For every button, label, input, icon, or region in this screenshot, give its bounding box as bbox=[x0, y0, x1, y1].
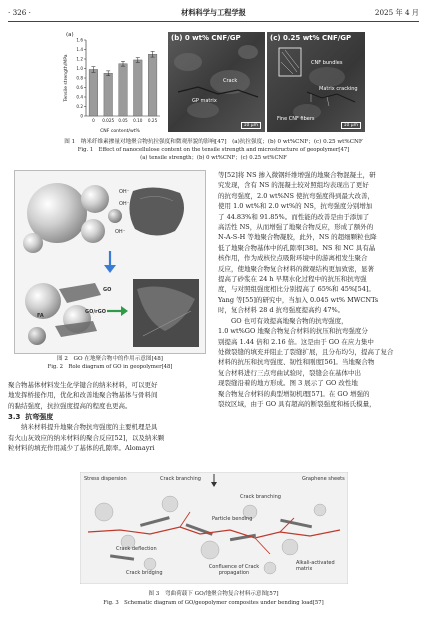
chart-x-tick-label: 0.25 bbox=[147, 118, 158, 123]
right-text-line: 了 44.83%和 91.85%。而性能的改善是由于添加了 bbox=[218, 212, 370, 221]
chart-x-tick-label: 0.025 bbox=[102, 118, 115, 123]
chart-bar bbox=[104, 73, 113, 116]
right-text-line: 提高了砂浆在 24 h 早期水化过程中的抗压和抗弯强 bbox=[218, 275, 367, 284]
right-text-line: 时，复合材料 28 d 抗弯强度提高约 47%。 bbox=[218, 306, 345, 315]
chart-bar bbox=[148, 54, 157, 116]
scale-bar-b: 10 μm bbox=[241, 122, 261, 129]
chart-y-tick-label: 1.4 bbox=[76, 47, 83, 53]
right-text-line: 低了地聚合物基体中的孔隙率[38]。NS 和 NC 具有晶 bbox=[218, 243, 376, 252]
right-text-line: 反应，使地聚合物复合材料的微观结构更加致密，显著 bbox=[218, 264, 374, 273]
figure-2-caption-en: Fig. 2 Role diagram of GO in geopolymer[48] bbox=[47, 364, 173, 370]
figure-2-caption-cn: 图 2 GO 在地聚合物中的作用示意图[48] bbox=[57, 356, 163, 362]
stress-dispersion-label: Stress dispersion bbox=[84, 476, 127, 482]
figure-1-caption-en-1: Fig. 1 Effect of nanocellulose content on the tensile strength and microstructure of geopolymer[47] bbox=[77, 147, 350, 153]
left-text-line: 聚合物基体材料发生化学键合的纳米材料，可以更好 bbox=[8, 381, 158, 389]
chart-y-tick-label: 0 bbox=[80, 113, 83, 119]
panel-c-label: (c) 0.25 wt% CNF/GP bbox=[270, 34, 352, 42]
chart-y-tick-label: 1.2 bbox=[76, 56, 83, 62]
right-text-line: 究发现，含有 NS 的混凝土较对照组均表现出了更好 bbox=[218, 181, 369, 190]
left-text-line: 纳米材料提升地聚合物抗弯强度的主要机理是具 bbox=[21, 423, 158, 432]
scale-bar-c: 10 μm bbox=[341, 122, 361, 129]
chart-y-tick-label: 0.2 bbox=[76, 104, 83, 110]
sem-image-025wt bbox=[267, 32, 365, 132]
figure-3 bbox=[80, 472, 348, 584]
crack-branching-top-label: Crack branching bbox=[160, 476, 201, 482]
right-text-line: 高活性 NS，从而增强了地聚合物反应，形成了额外的 bbox=[218, 223, 374, 232]
crack-bridging-label: Crack bridging bbox=[126, 570, 163, 576]
right-text-line: 材料的抗压和抗弯强度、韧性和刚度[56]。当地聚合物 bbox=[218, 358, 375, 367]
sem-b-crack-label: Crack bbox=[223, 78, 238, 84]
particle-bending-label: Particle bending bbox=[212, 516, 253, 522]
right-text-line: 度，与对照组强度相比分别提高了 65%和 45%[54]。 bbox=[218, 285, 375, 294]
issue-date: 2025 年 4 月 bbox=[374, 8, 419, 17]
chart-bar bbox=[134, 60, 143, 116]
chart-y-tick-label: 0.4 bbox=[76, 94, 83, 100]
header-rule bbox=[8, 21, 419, 22]
left-text-line: 地发挥桥接作用，优化和改善地聚合物基体与骨料间 bbox=[8, 391, 158, 400]
chart-xlabel: CNF content/wt% bbox=[100, 129, 140, 134]
right-text-line: 处微裂缝的填充并阻止了裂缝扩展，且分布均匀，提高了复合 bbox=[218, 347, 394, 356]
chart-bar bbox=[89, 69, 98, 116]
sem-image-0wt bbox=[168, 32, 265, 132]
go-role-diagram bbox=[15, 171, 205, 353]
figure-1-caption-en-2: (a) tensile strength；(b) 0 wt%CNF；(c) 0.25 wt%CNF bbox=[140, 155, 287, 161]
section-number: 3.3 bbox=[8, 413, 21, 422]
right-text-line: 聚合物复合材料的典型增韧机理[57]。在 GO 增强的 bbox=[218, 389, 370, 398]
sem-b-matrix-label: GP matrix bbox=[192, 98, 217, 104]
right-text-line: Yang 等[55]的研究中，当加入 0.045 wt% MWCNTs bbox=[218, 295, 379, 304]
right-text-line: 等[52]将 NS 掺入微钢纤维增强的地聚合物混凝土，研 bbox=[218, 171, 376, 179]
right-column-text bbox=[218, 170, 420, 409]
journal-title: 材料科学与工程学报 bbox=[181, 8, 246, 17]
chart-bar bbox=[119, 64, 128, 116]
fa-label: FA bbox=[37, 313, 44, 319]
right-text-line: 现裂缝沿着的地方形成。图 3 展示了 GO 改性地 bbox=[218, 379, 358, 388]
go-label: GO bbox=[103, 287, 112, 293]
section-heading bbox=[8, 412, 212, 422]
figure-1 bbox=[60, 28, 365, 136]
chart-y-tick-label: 0.6 bbox=[76, 85, 83, 91]
chart-y-tick-label: 0.8 bbox=[76, 75, 83, 81]
figure-1-caption-cn: 图 1 纳米纤维素掺量对地聚合物抗拉强度和微观形貌的影响[47] (a)抗拉强度；(b) 0 wt%CNF；(c) 0.25 wt%CNF bbox=[64, 139, 363, 145]
chart-y-tick-label: 1.0 bbox=[76, 66, 83, 72]
right-text-line: 1.0 wt%GO 地聚合物复合材料的抗压和抗弯强度分 bbox=[218, 327, 368, 336]
right-text-line: 的抗弯强度，2.0 wt%NS 使抗弯强度得到最大改善， bbox=[218, 191, 374, 200]
crack-branching-right-label: Crack branching bbox=[240, 494, 281, 500]
figure-2 bbox=[14, 170, 206, 354]
figure-3-caption-cn: 图 3 弯曲荷载下 GO/地聚合物复合材料示意图[57] bbox=[148, 591, 279, 597]
page-number: · 326 · bbox=[8, 8, 31, 17]
sem-texture-b bbox=[168, 32, 265, 132]
graphene-sheets-label: Graphene sheets bbox=[302, 476, 345, 482]
sem-c-fine-label: Fine CNF fibers bbox=[277, 116, 315, 122]
tensile-strength-chart bbox=[60, 28, 166, 136]
crack-deflection-label: Crack deflection bbox=[116, 546, 157, 552]
chart-x-tick-label: 0 bbox=[92, 118, 95, 123]
left-text-line: 粒材料的填充作用减少了基体的孔隙率。Alomayri bbox=[8, 444, 155, 453]
chart-x-tick-label: 0.05 bbox=[118, 118, 128, 123]
sem-c-bundles-label: CNF bundles bbox=[311, 60, 343, 66]
chart-ylabel: Tensile strength/MPa bbox=[64, 54, 69, 102]
right-text-line: N-A-S-H 等地聚合物凝胶，此外，NS 的超细颗粒也降 bbox=[218, 233, 377, 242]
right-text-line: 复合材料进行三点弯曲试验时，裂缝会在基体中出 bbox=[218, 368, 361, 377]
oh-label-1: OH⁻ bbox=[119, 189, 130, 195]
right-text-line: 核作用，作为成核位点吸附环境中的游离相发生聚合 bbox=[218, 254, 368, 263]
chart-y-tick-label: 1.6 bbox=[76, 37, 83, 43]
sem-c-matrix-label: Matrix cracking bbox=[319, 86, 358, 92]
right-text-line: GO 也可有效提高地聚合物的抗弯强度， bbox=[231, 316, 348, 325]
panel-a-label: (a) bbox=[66, 32, 74, 38]
right-text-line: 使用 1.0 wt%和 2.0 wt%的 NS，抗弯强度分别增加 bbox=[218, 202, 373, 211]
left-column-text bbox=[8, 380, 212, 453]
right-text-line: 别提高 1.44 倍和 2.16 倍。这是由于 GO 在应力集中 bbox=[218, 337, 374, 346]
left-text-line: 有火山灰效应的纳米材料的聚合反应[52]，以及纳米颗 bbox=[8, 433, 165, 442]
confluence-label: Confluence of Crack propagation bbox=[208, 564, 260, 576]
go-rgo-label: GO/rGO bbox=[85, 309, 107, 315]
left-text-line: 的黏结强度，抗拉强度提高的程度也更高。 bbox=[8, 401, 132, 410]
panel-b-label: (b) 0 wt% CNF/GP bbox=[171, 34, 241, 42]
figure-3-caption-en: Fig. 3 Schematic diagram of GO/geopolymer composites under bending load[57] bbox=[103, 600, 324, 606]
chart-x-tick-label: 0.10 bbox=[133, 118, 143, 123]
oh-label-2: OH⁻ bbox=[119, 201, 130, 207]
section-title: 抗弯强度 bbox=[25, 413, 54, 422]
right-text-line: 裂纹区域，由于 GO 具有超高的断裂强度和杨氏模量， bbox=[218, 399, 376, 408]
alkali-matrix-label: Alkali-activated matrix bbox=[296, 560, 335, 572]
oh-label-3: OH⁻ bbox=[115, 229, 126, 235]
